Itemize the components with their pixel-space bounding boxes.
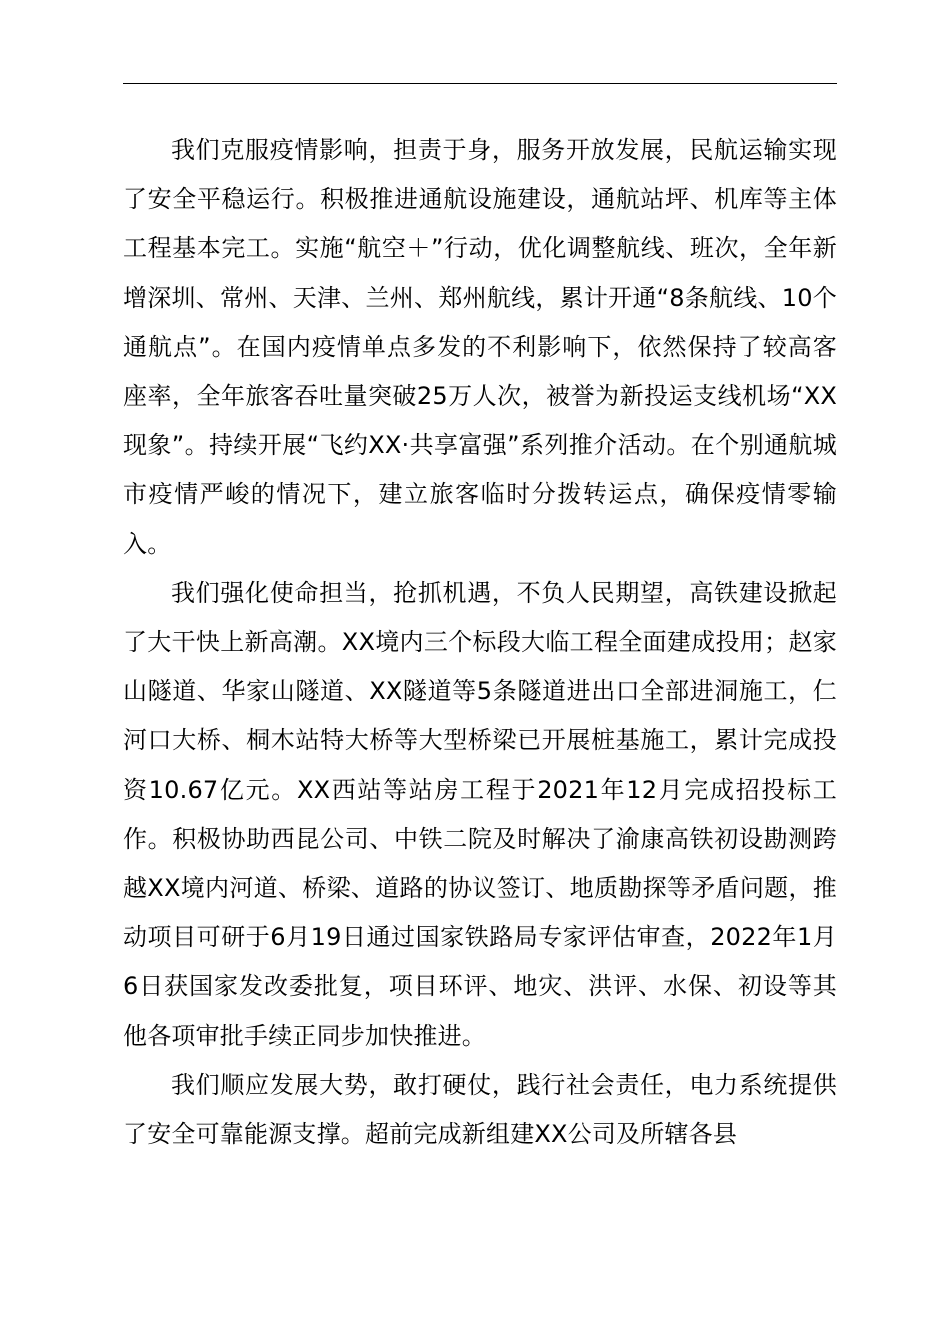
header-rule bbox=[123, 83, 837, 84]
paragraph-civil-aviation: 我们克服疫情影响，担责于身，服务开放发展，民航运输实现了安全平稳运行。积极推进通航设施建设，通航站坪、机库等主体工程基本完工。实施“航空＋”行动，优化调整航线、班次，全年新增深圳、常州、天津、兰州、郑州航线，累计开通“8条航线、10个通航点”。在国内疫情单点多发的不利影响下，依然保持了较高客座率，全年旅客吞吐量突破25万人次，被誉为新投运支线机场“XX现象”。持续开展“飞约XX·共享富强”系列推介活动。在个别通航城市疫情严峻的情况下，建立旅客临时分拨转运点，确保疫情零输入。 bbox=[123, 136, 837, 558]
body-text bbox=[123, 126, 837, 1159]
paragraph-power-system: 我们顺应发展大势，敢打硬仗，践行社会责任，电力系统提供了安全可靠能源支撑。超前完成新组建XX公司及所辖各县 bbox=[123, 1070, 837, 1149]
paragraph-high-speed-rail: 我们强化使命担当，抢抓机遇，不负人民期望，高铁建设掀起了大干快上新高潮。XX境内三个标段大临工程全面建成投用；赵家山隧道、华家山隧道、XX隧道等5条隧道进出口全部进洞施工，仁河口大桥、桐木站特大桥等大型桥梁已开展桩基施工，累计完成投资10.67亿元。XX西站等站房工程于2021年12月完成招投标工作。积极协助西昆公司、中铁二院及时解决了渝康高铁初设勘测跨越XX境内河道、桥梁、道路的协议签订、地质勘探等矛盾问题，推动项目可研于6月19日通过国家铁路局专家评估审查，2022年1月6日获国家发改委批复，项目环评、地灾、洪评、水保、初设等其他各项审批手续正同步加快推进。 bbox=[123, 578, 837, 1050]
